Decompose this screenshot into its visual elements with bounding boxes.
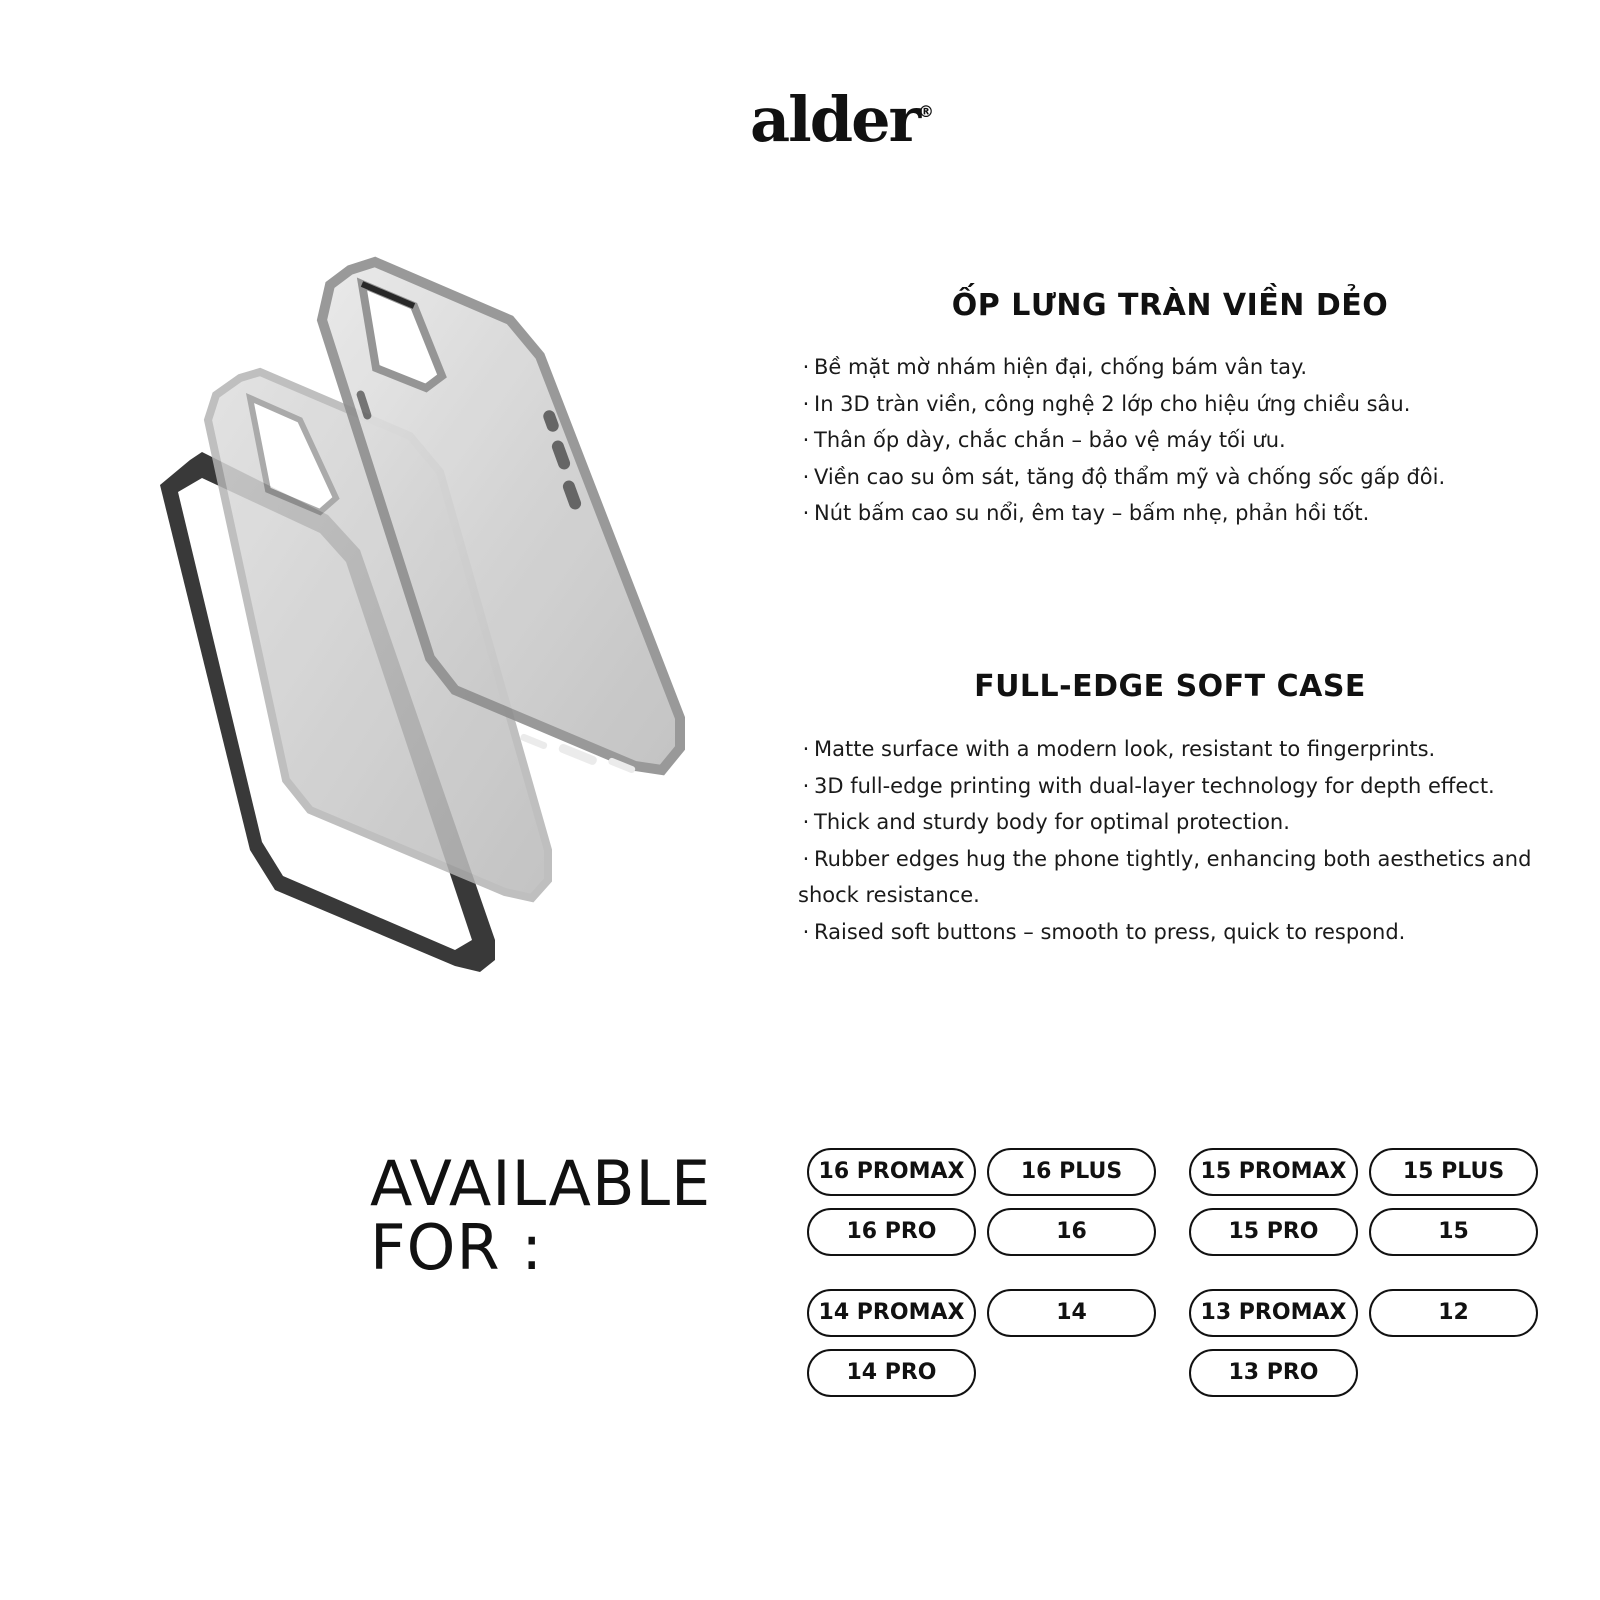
model-chip[interactable]: 15 (1369, 1208, 1538, 1256)
model-chip[interactable]: 16 PROMAX (807, 1148, 976, 1196)
model-chip[interactable]: 16 (987, 1208, 1156, 1256)
model-chip[interactable]: 14 PROMAX (807, 1289, 976, 1337)
model-chip[interactable]: 16 PRO (807, 1208, 976, 1256)
english-title: FULL-EDGE SOFT CASE (974, 669, 1366, 704)
logo-text: alder (750, 83, 920, 156)
feature-item: · Thân ốp dày, chắc chắn – bảo vệ máy tối ưu. (802, 428, 1286, 452)
model-chip[interactable]: 15 PLUS (1369, 1148, 1538, 1196)
feature-item: · Viền cao su ôm sát, tăng độ thẩm mỹ và chống sốc gấp đôi. (802, 464, 1446, 489)
feature-item: · Rubber edges hug the phone tightly, enhancing both aesthetics and shock resistance. (798, 846, 1532, 907)
available-heading-line2: FOR : (370, 1211, 544, 1284)
model-chip[interactable]: 14 PRO (807, 1349, 976, 1397)
feature-item: · Raised soft buttons – smooth to press, quick to respond. (802, 919, 1406, 944)
registered-mark: ® (918, 102, 934, 121)
model-chip[interactable]: 16 PLUS (987, 1148, 1156, 1196)
english-feature-list (798, 731, 1558, 950)
alder-logo (750, 80, 950, 160)
feature-item: · 3D full-edge printing with dual-layer technology for depth effect. (802, 773, 1495, 798)
feature-item: · Nút bấm cao su nổi, êm tay – bấm nhẹ, phản hồi tốt. (802, 501, 1370, 525)
model-chip[interactable]: 14 (987, 1289, 1156, 1337)
available-heading-line1: AVAILABLE (370, 1147, 712, 1220)
feature-item: · In 3D tràn viền, công nghệ 2 lớp cho hiệu ứng chiều sâu. (802, 391, 1411, 416)
model-chip[interactable]: 15 PROMAX (1189, 1148, 1358, 1196)
vietnamese-title: ỐP LƯNG TRÀN VIỀN DẺO (951, 288, 1389, 323)
model-chip[interactable]: 13 PROMAX (1189, 1289, 1358, 1337)
model-chip[interactable]: 13 PRO (1189, 1349, 1358, 1397)
available-for-heading (370, 1147, 712, 1284)
vietnamese-feature-list (798, 349, 1558, 532)
feature-item: · Matte surface with a modern look, resistant to fingerprints. (802, 737, 1436, 761)
phone-case-exploded-illustration (150, 250, 720, 1010)
model-chip[interactable]: 12 (1369, 1289, 1538, 1337)
feature-item: · Bề mặt mờ nhám hiện đại, chống bám vân tay. (802, 355, 1308, 379)
feature-item: · Thick and sturdy body for optimal protection. (802, 810, 1290, 834)
model-chip[interactable]: 15 PRO (1189, 1208, 1358, 1256)
